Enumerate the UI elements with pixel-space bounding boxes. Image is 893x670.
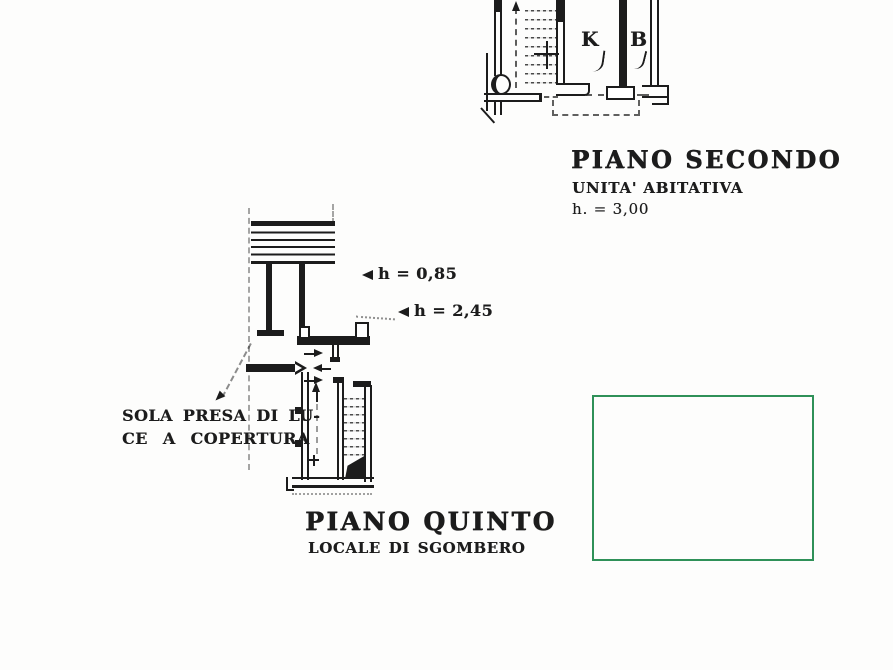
room-label-b: B	[630, 27, 647, 51]
door-opening	[544, 96, 558, 98]
flow-arrow-left-icon	[322, 368, 331, 370]
stair-direction-arrow-icon	[512, 1, 520, 11]
stair-treads	[344, 398, 364, 456]
stair-up-arrow-icon	[316, 392, 318, 402]
plan-secondo-subtitle: UNITA' ABITATIVA	[572, 179, 744, 197]
wall-corner	[642, 85, 669, 98]
stair-flight-fill	[345, 455, 366, 479]
skylight-note-line1: SOLA PRESA DI LU-	[122, 406, 321, 425]
jamb-foot	[330, 357, 340, 362]
plan-quinto-title: PIANO QUINTO	[305, 507, 557, 536]
bottom-wall	[292, 477, 374, 488]
wall	[494, 102, 502, 115]
room-wall	[301, 372, 309, 480]
pillar-foot	[257, 330, 284, 336]
stair-direction-line	[515, 8, 517, 88]
door-swing-mark	[634, 49, 648, 71]
wall-notch	[355, 322, 369, 337]
wall-step	[286, 477, 294, 491]
door-swing	[491, 74, 511, 95]
stair-side-wall	[337, 381, 344, 480]
wall-corner	[556, 83, 590, 96]
pointer-arrow-icon	[398, 307, 409, 317]
height-low-label: h = 0,85	[378, 264, 458, 283]
hinge-wall	[246, 364, 297, 372]
projection-line	[292, 493, 372, 495]
balcony-outline	[552, 100, 640, 116]
pointer-arrow-icon	[362, 270, 373, 280]
threshold	[606, 86, 635, 100]
stair-divider-line	[546, 41, 548, 69]
plan-quinto-subtitle: LOCALE DI SGOMBERO	[308, 539, 526, 557]
wall-step	[652, 98, 669, 105]
path-end-cross	[313, 455, 315, 466]
wall-pillar	[266, 264, 272, 331]
door-jamb	[539, 93, 542, 102]
wall-fill	[557, 0, 564, 22]
exterior-wall	[650, 0, 659, 86]
door-opening	[586, 94, 604, 96]
height-high-label: h = 2,45	[414, 301, 494, 320]
wall-notch	[299, 326, 310, 337]
flow-arrow-right-icon	[304, 353, 314, 355]
wall-line	[486, 53, 488, 111]
stair-treads	[525, 10, 558, 84]
roof-hatch-band	[251, 221, 335, 264]
door-leaf-inner	[295, 364, 302, 372]
green-highlight-box	[592, 395, 814, 561]
plan-secondo-height: h. = 3,00	[572, 200, 650, 218]
room-label-k: K	[581, 27, 599, 51]
door-swing-mark	[593, 49, 606, 72]
lintel-wall	[297, 336, 370, 345]
skylight-note-line2: CE A COPERTURA	[122, 429, 310, 448]
plan-secondo-title: PIANO SECONDO	[571, 145, 842, 174]
party-wall	[619, 0, 627, 89]
wall	[484, 93, 542, 102]
wall-fill	[495, 0, 501, 12]
leader-dots	[356, 316, 395, 321]
